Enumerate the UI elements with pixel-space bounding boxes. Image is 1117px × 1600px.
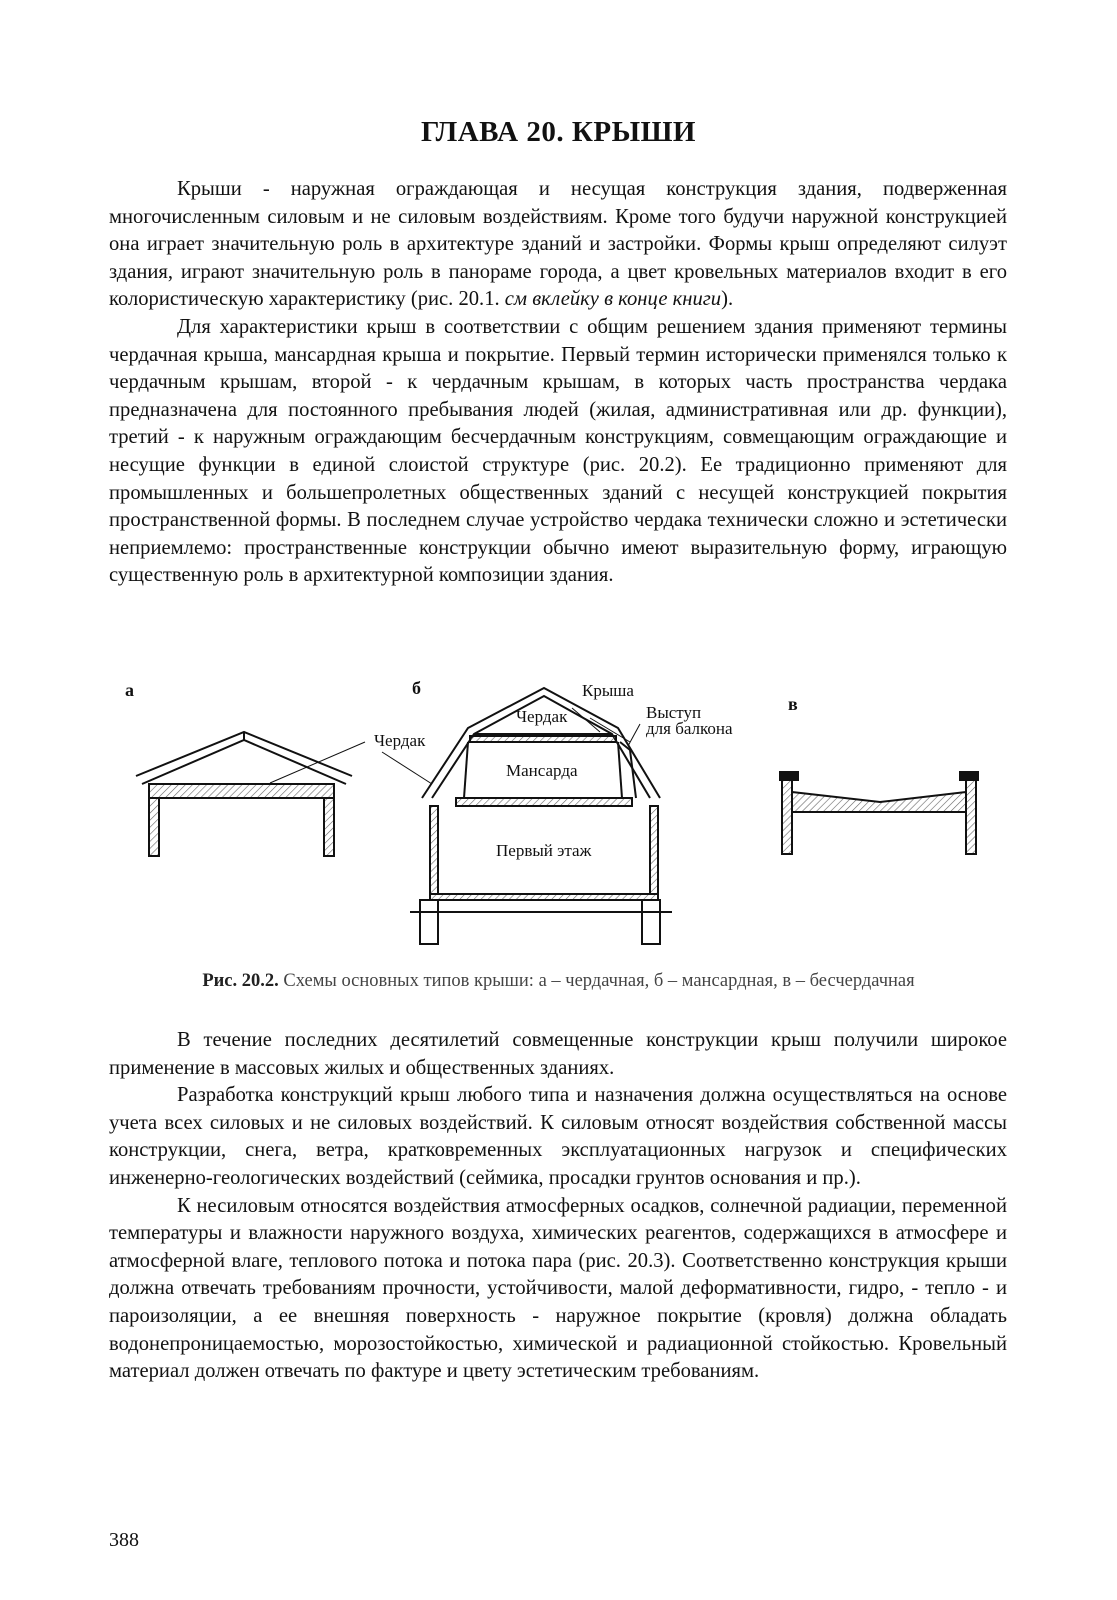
label-mansard: Мансарда [506, 761, 578, 780]
paragraph: Для характеристики крыш в соответствии с общим решением здания применяют термины чердачная крыша, мансардная крыша и покрытие. Первый термин исторически применялся только к чердачным крышам, второй - к чердачным крышам, в которых часть пространства чердака предназначена для постоянного пребывания людей (жилая, административная или др. функции), третий - к наружным ограждающим бесчердачным конструкциям, совмещающим ограждающие и несущие функции в единой слоистой структуре (рис. 20.2). Ее традиционно применяют для промышленных и большепролетных общественных зданий с несущей конструкцией покрытия пространственной формы. В последнем случае устройство чердака технически сложно и эстетически неприемлемо: пространственные конструкции обычно имеют выразительную форму, играющую существенную роль в архитектурной композиции здания. [109, 315, 1007, 587]
paragraph-italic-ref: см вклейку в конце книги [504, 288, 722, 311]
paragraph-text: Крыши - наружная ограждающая и несущая конструкция здания, подверженная многочисленным силовым и не силовым воздействиям. Кроме того будучи наружной конструкцией она играет значительную роль в архитектуре зданий и застройки. Формы крыш определяют силуэт здания, играют значительную роль в панораме города, а цвет кровельных материалов входит в его колористическую характеристику (рис. 20.1. [109, 178, 1007, 311]
panel-letter-v: в [788, 694, 798, 714]
label-balcony-line1: Выступ [646, 703, 702, 722]
caption-text: Схемы основных типов крыши: а – чердачная, б – мансардная, в – бесчердачная [283, 971, 915, 991]
scheme-b-mansard-roof [382, 688, 672, 944]
paragraph [109, 176, 1007, 314]
label-ground-floor: Первый этаж [496, 841, 592, 860]
scheme-v-non-attic-roof [780, 772, 978, 854]
panel-letter-b: б [412, 680, 421, 698]
roof-schemes-drawing [120, 680, 1000, 970]
paragraph: В течение последних десятилетий совмещенные конструкции крыш получили широкое применение в массовых жилых и общественных зданиях. [109, 1029, 1007, 1079]
caption-label: Рис. 20.2. [202, 971, 279, 991]
body-text-top [109, 176, 1007, 590]
paragraph: Разработка конструкций крыш любого типа и назначения должна осуществляться на основе учета всех силовых и не силовых воздействий. К силовым относят воздействия собственной массы конструкции, снега, ветра, кратковременных эксплуатационных нагрузок и специфических инженерно-геологических воздействий (сеймика, просадки грунтов основания и пр.). [109, 1084, 1007, 1189]
label-attic-left: Чердак [374, 731, 426, 750]
figure-caption [0, 971, 1117, 992]
label-balcony-line2: для балкона [646, 719, 733, 738]
page-number: 388 [109, 1529, 139, 1551]
paragraph-tail: ). [721, 288, 734, 311]
paragraph: К несиловым относятся воздействия атмосферных осадков, солнечной радиации, переменной температуры и влажности наружного воздуха, химических реагентов, содержащихся в атмосфере и атмосферной влаге, теплового потока и потока пара (рис. 20.3). Соответственно конструкция крыши должна отвечать требованиям прочности, устойчивости, малой деформативности, гидро, - тепло - и пароизоляции, а ее внешняя поверхность - наружное покрытие (кровля) должна обладать водонепроницаемостью, морозостойкостью, химической и радиационной стойкостью. Кровельный материал должен отвечать по фактуре и цвету эстетическим требованиям. [109, 1194, 1007, 1383]
body-text-bottom [109, 1027, 1007, 1386]
label-attic-top: Чердак [516, 707, 568, 726]
figure-roof-schemes [120, 680, 1000, 980]
scheme-a-attic-roof [136, 732, 365, 856]
panel-letter-a: а [125, 680, 134, 700]
label-roof: Крыша [582, 681, 634, 700]
chapter-title: ГЛАВА 20. КРЫШИ [421, 116, 696, 148]
